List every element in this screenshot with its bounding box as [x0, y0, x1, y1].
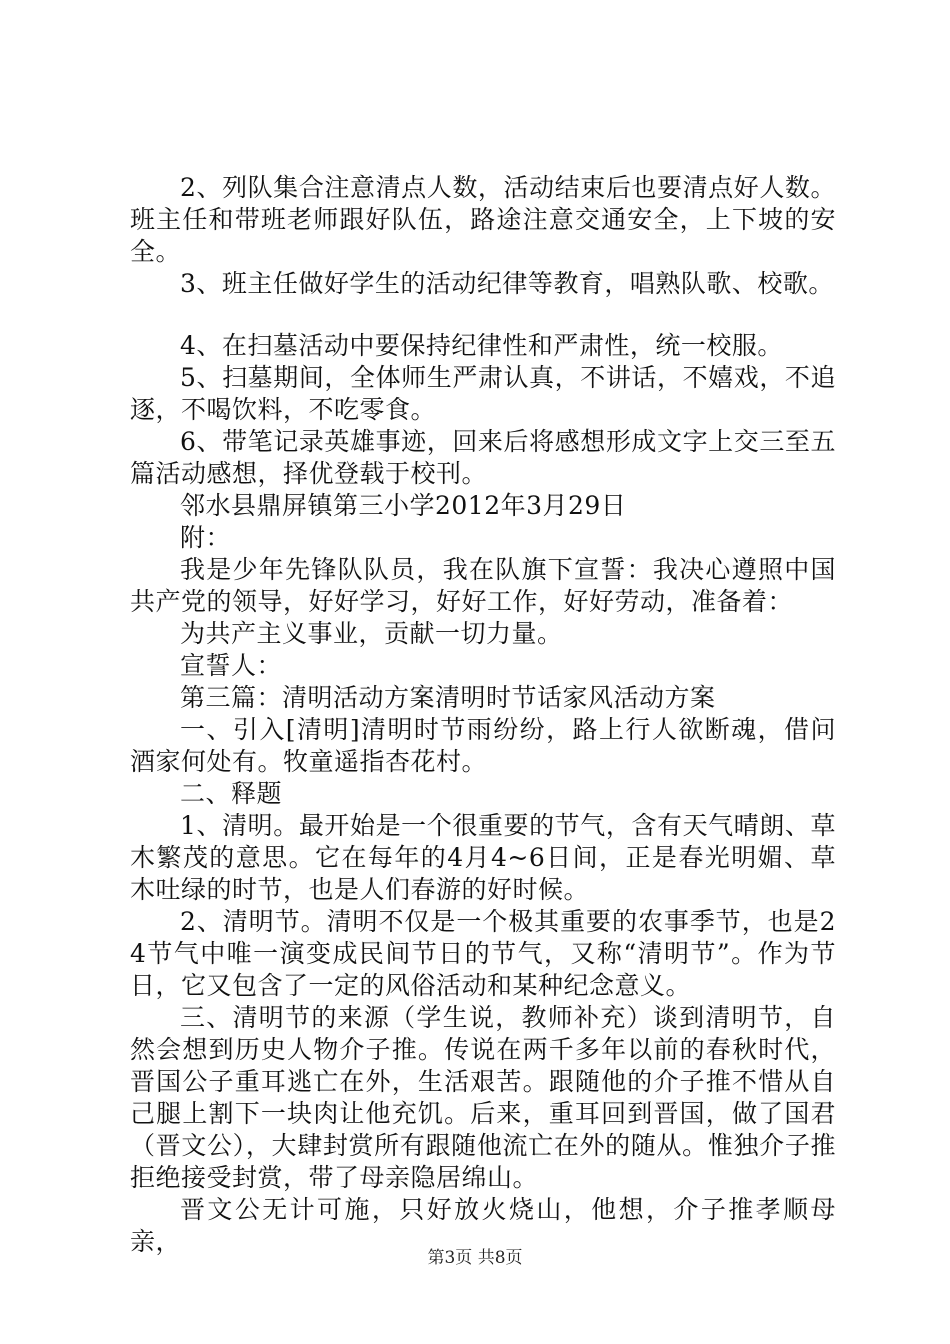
- oath-signer-label: 宣誓人：: [180, 651, 283, 680]
- oath-closing: 为共产主义事业，贡献一切力量。: [180, 619, 563, 648]
- section-intro: 一、引入[清明]清明时节雨纷纷，路上行人欲断魂，借问酒家何处有。牧童遥指杏花村。: [130, 715, 836, 776]
- signature-line: 邻水县鼎屏镇第三小学2012年3月29日: [180, 491, 627, 520]
- paragraph-qingming-festival: 2、清明节。清明不仅是一个极其重要的农事季节，也是24节气中唯一演变成民间节日的节气，又称“清明节”。作为节日，它又包含了一定的风俗活动和某种纪念意义。: [130, 907, 836, 1000]
- appendix-label: 附：: [180, 523, 232, 552]
- paragraph-qingming-term: 1、清明。最开始是一个很重要的节气，含有天气晴朗、草木繁茂的意思。它在每年的4月4~6日间，正是春光明媚、草木吐绿的时节，也是人们春游的好时候。: [130, 811, 836, 904]
- page-number-footer: 第3页 共8页: [427, 1248, 523, 1268]
- paragraph-item-2: 2、列队集合注意清点人数，活动结束后也要清点好人数。班主任和带班老师跟好队伍，路途注意交通安全，上下坡的安全。: [130, 173, 836, 266]
- section-heading-explain: 二、释题: [180, 779, 283, 808]
- paragraph-item-6: 6、带笔记录英雄事迹，回来后将感想形成文字上交三至五篇活动感想，择优登载于校刊。: [130, 427, 836, 488]
- paragraph-origin: 三、清明节的来源（学生说，教师补充）谈到清明节，自然会想到历史人物介子推。传说在两千多年以前的春秋时代，晋国公子重耳逃亡在外，生活艰苦。跟随他的介子推不惜从自己腿上割下一块肉让他充饥。后来，重耳回到晋国，做了国君（晋文公），大肆封赏所有跟随他流亡在外的随从。惟独介子推拒绝接受封赏，带了母亲隐居绵山。: [130, 1003, 836, 1192]
- oath-text: 我是少年先锋队队员，我在队旗下宣誓：我决心遵照中国共产党的领导，好好学习，好好工作，好好劳动，准备着：: [130, 555, 836, 616]
- paragraph-continuation: 晋文公无计可施，只好放火烧山，他想，介子推孝顺母亲，: [130, 1195, 836, 1256]
- document-body: [130, 172, 836, 1258]
- section-title: 第三篇：清明活动方案清明时节话家风活动方案: [180, 683, 716, 712]
- paragraph-item-3: 3、班主任做好学生的活动纪律等教育，唱熟队歌、校歌。: [180, 269, 834, 298]
- paragraph-item-4: 4、在扫墓活动中要保持纪律性和严肃性，统一校服。: [180, 331, 783, 360]
- paragraph-item-5: 5、扫墓期间，全体师生严肃认真，不讲话，不嬉戏，不追逐，不喝饮料，不吃零食。: [130, 363, 836, 424]
